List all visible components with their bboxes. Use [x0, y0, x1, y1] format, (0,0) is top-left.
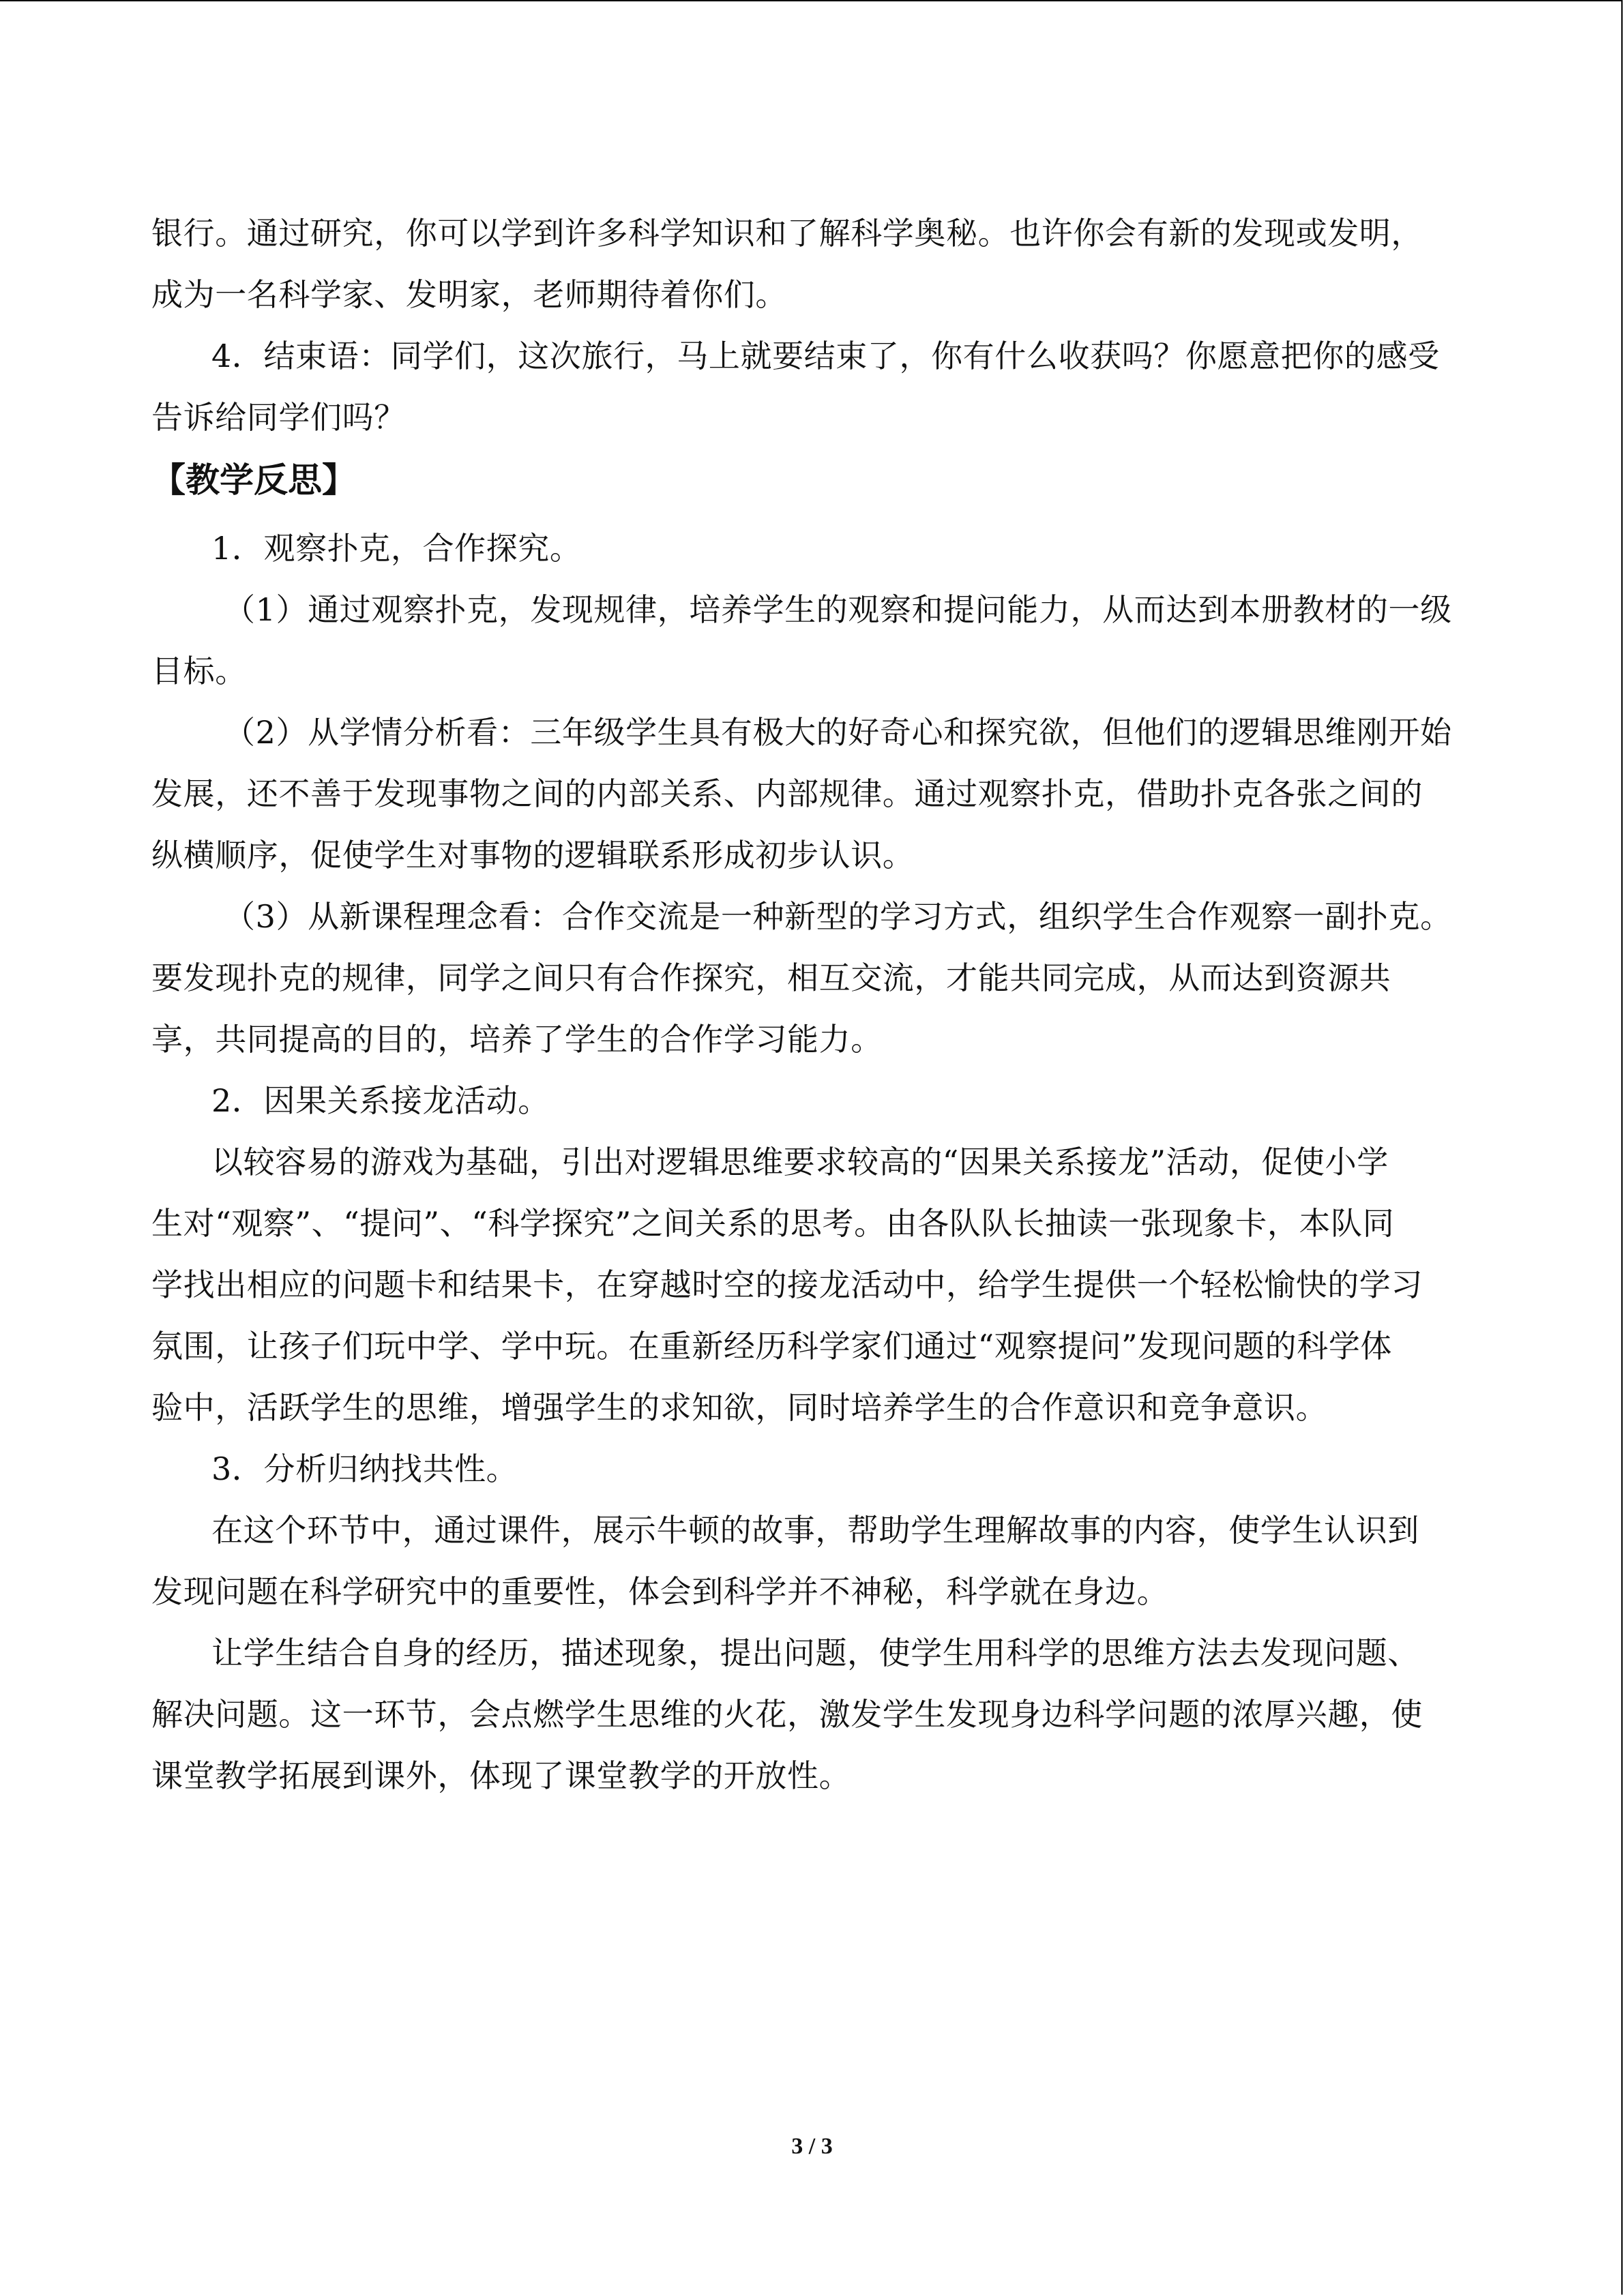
list-item-heading: 3．分析归纳找共性。 — [211, 1450, 518, 1487]
paragraph-line: （1）通过观察扑克，发现规律，培养学生的观察和提问能力，从而达到本册教材的一级 — [224, 591, 1452, 628]
paragraph-line: 在这个环节中，通过课件，展示牛顿的故事，帮助学生理解故事的内容，使学生认识到 — [211, 1512, 1419, 1549]
list-item-heading: 1．观察扑克，合作探究。 — [211, 530, 582, 567]
paragraph-line: 验中，活跃学生的思维，增强学生的求知欲，同时培养学生的合作意识和竞争意识。 — [151, 1389, 1328, 1426]
paragraph-line: 告诉给同学们吗？ — [151, 399, 406, 436]
paragraph-line: 成为一名科学家、发明家，老师期待着你们。 — [151, 276, 787, 313]
section-heading: 【教学反思】 — [151, 460, 356, 500]
paragraph-line: 4．结束语：同学们，这次旅行，马上就要结束了，你有什么收获吗？你愿意把你的感受 — [211, 338, 1440, 374]
paragraph-line: 解决问题。这一环节，会点燃学生思维的火花，激发学生发现身边科学问题的浓厚兴趣，使 — [151, 1696, 1423, 1733]
paragraph-line: （3）从新课程理念看：合作交流是一种新型的学习方式，组织学生合作观察一副扑克。 — [224, 898, 1452, 935]
paragraph-line: 目标。 — [151, 653, 247, 689]
paragraph-line: 纵横顺序，促使学生对事物的逻辑联系形成初步认识。 — [151, 837, 915, 874]
paragraph-line: 生对“观察”、“提问”、“科学探究”之间关系的思考。由各队队长抽读一张现象卡，本队同 — [151, 1205, 1395, 1242]
paragraph-line: 课堂教学拓展到课外，体现了课堂教学的开放性。 — [151, 1757, 851, 1794]
paragraph-line: 学找出相应的问题卡和结果卡，在穿越时空的接龙活动中，给学生提供一个轻松愉快的学习 — [151, 1266, 1423, 1303]
paragraph-line: 发展，还不善于发现事物之间的内部关系、内部规律。通过观察扑克，借助扑克各张之间的 — [151, 775, 1423, 812]
list-item-heading: 2．因果关系接龙活动。 — [211, 1082, 550, 1119]
paragraph-line: 享，共同提高的目的，培养了学生的合作学习能力。 — [151, 1021, 883, 1058]
paragraph-line: 让学生结合自身的经历，描述现象，提出问题，使学生用科学的思维方法去发现问题、 — [211, 1635, 1419, 1671]
paragraph-line: 要发现扑克的规律，同学之间只有合作探究，相互交流，才能共同完成，从而达到资源共 — [151, 959, 1391, 996]
paragraph-line: 以较容易的游戏为基础，引出对逻辑思维要求较高的“因果关系接龙”活动，促使小学 — [211, 1144, 1389, 1180]
page-number: 3 / 3 — [791, 2134, 833, 2159]
paragraph-line: 发现问题在科学研究中的重要性，体会到科学并不神秘，科学就在身边。 — [151, 1573, 1169, 1610]
paragraph-line: 银行。通过研究，你可以学到许多科学知识和了解科学奥秘。也许你会有新的发现或发明， — [151, 215, 1423, 252]
paragraph-line: （2）从学情分析看：三年级学生具有极大的好奇心和探究欲，但他们的逻辑思维刚开始 — [224, 714, 1452, 751]
paragraph-line: 氛围，让孩子们玩中学、学中玩。在重新经历科学家们通过“观察提问”发现问题的科学体 — [151, 1328, 1393, 1365]
